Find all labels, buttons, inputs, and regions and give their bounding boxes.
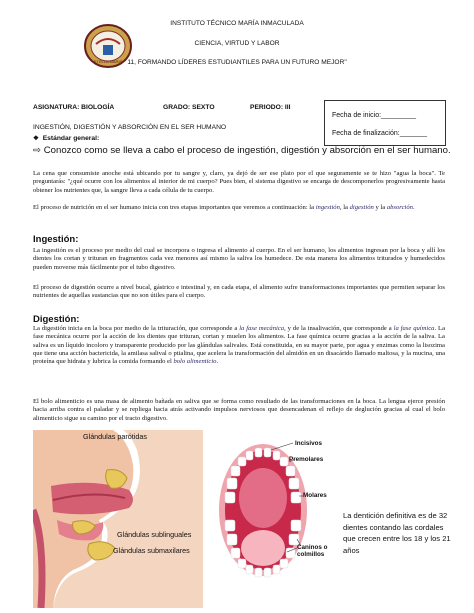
ingestion-title: Ingestión: (33, 234, 79, 245)
diamond-bullet-icon: ❖ (33, 135, 39, 142)
start-date-field[interactable]: Fecha de inicio:_________ (332, 112, 417, 119)
svg-text:STELLA MARIS: STELLA MARIS (93, 59, 123, 64)
dentition-note: La dentición definitiva es de 32 dientes contando las cordales que crecen entre los 18 y los 21 años (343, 511, 451, 555)
end-date-field[interactable]: Fecha de finalización:_______ (332, 130, 427, 137)
salivary-glands-figure (33, 430, 203, 608)
standard-label: Estándar general: (42, 135, 100, 142)
subject-label: ASIGNATURA: BIOLOGÍA (33, 104, 115, 111)
grade-label: GRADO: SEXTO (163, 104, 215, 111)
standard-text (33, 145, 453, 156)
digestion-title: Digestión: (33, 314, 80, 325)
ingestion-paragraph-2: El proceso de digestión ocurre a nivel bucal, gástrico e intestinal y, en cada etapa, el alimento sufre transformaciones importantes que permiten separar los nutrientes de aquellas sustancias que no son útiles para el cuerpo. (33, 284, 445, 300)
label-incisors: Incisivos (295, 440, 322, 447)
intro-paragraph-2: El proceso de nutrición en el ser humano inicia con tres etapas importantes que veremos a continuación: la ingestión, la digestión y la absorción. (33, 204, 415, 211)
school-motto: CIENCIA, VIRTUD Y LABOR (194, 40, 280, 47)
digestion-paragraph-1: La digestión inicia en la boca por medio de la trituración, que corresponde a la fase mecánica, y de la insalivación, que corresponde a la fase química. La fase mecánica ocurre por la acción de los dientes que trituran, cortan y muelen los alimentos. La fase química ocurre gracias a la acción de la saliva. La saliva es un líquido incoloro y transparente producido por las glándulas salivales. Está constituida, en su mayor parte, por agua y enzimas como la lisozima que tiene una acción bactericida, la amilasa salival o ptialina, que acelera la transformación del almidón en un disacárido llamado maltosa, y la mucina, una proteína que hidrata y lubrica la comida formando el bolo alimenticio. (33, 325, 445, 366)
standard-row (33, 134, 99, 142)
school-slogan: 11, FORMANDO LÍDERES ESTUDIANTILES PARA UN FUTURO MEJOR" (127, 59, 347, 66)
arrow-right-icon: ⇨ (33, 145, 42, 156)
intro-paragraph-1: La cena que consumiste anoche está ubicando por tu sangre y, claro, ya dejó de ser ese plato por el que seguramente se te hizo "agua la boca". Te preguntarás: "¿qué ocurre con los alimentos al interior de mi cuerpo? Pues bien, el sistema digestivo se encarga de descomponerlos progresivamente hasta obtener los nutrientes que, la sangre lleva a cada célula de tu cuerpo. (33, 170, 445, 194)
label-parotid-glands: Glándulas parótidas (83, 432, 147, 441)
standard-text-content: Conozco como se lleva a cabo el proceso de ingestión, digestión y absorción en el ser humano. (43, 145, 451, 156)
label-molars: Molares (303, 492, 327, 499)
label-canines: Caninos o colmillos (297, 544, 328, 558)
period-label: PERIODO: III (250, 104, 291, 111)
label-premolars: Premolares (289, 456, 324, 463)
teeth-figure (215, 440, 330, 608)
label-sublingual-glands: Glándulas sublinguales (117, 530, 192, 539)
institute-name: INSTITUTO TÉCNICO MARÍA INMACULADA (170, 20, 304, 27)
dates-box (324, 100, 446, 146)
ingestion-paragraph-1: La ingestión es el proceso por medio del cual se incorpora o ingresa el alimento al cuerpo. En el ser humano, los alimentos ingresan por la boca y allí los dientes los cortan y trituran en fragmentos cada vez menores así mismo la saliva los humedece. De esta manera los alimentos triturados y humedecidos pueden moverse más fácilmente por el tubo digestivo. (33, 247, 445, 271)
digestion-paragraph-2: El bolo alimenticio es una masa de alimento bañada en saliva que se forma como resultado de las transformaciones en la boca. La lengua ejerce presión hacia arriba contra el paladar y se repliega hacia atrás activando impulsos nerviosos que desencadenan el reflejo de deglución gracias al cual el bolo alimenticio sigue su camino por el tracto digestivo. (33, 398, 445, 422)
topic-title: INGESTIÓN, DIGESTIÓN Y ABSORCIÓN EN EL SER HUMANO (33, 124, 227, 131)
label-submaxillary-glands: Glándulas submaxilares (113, 546, 190, 555)
